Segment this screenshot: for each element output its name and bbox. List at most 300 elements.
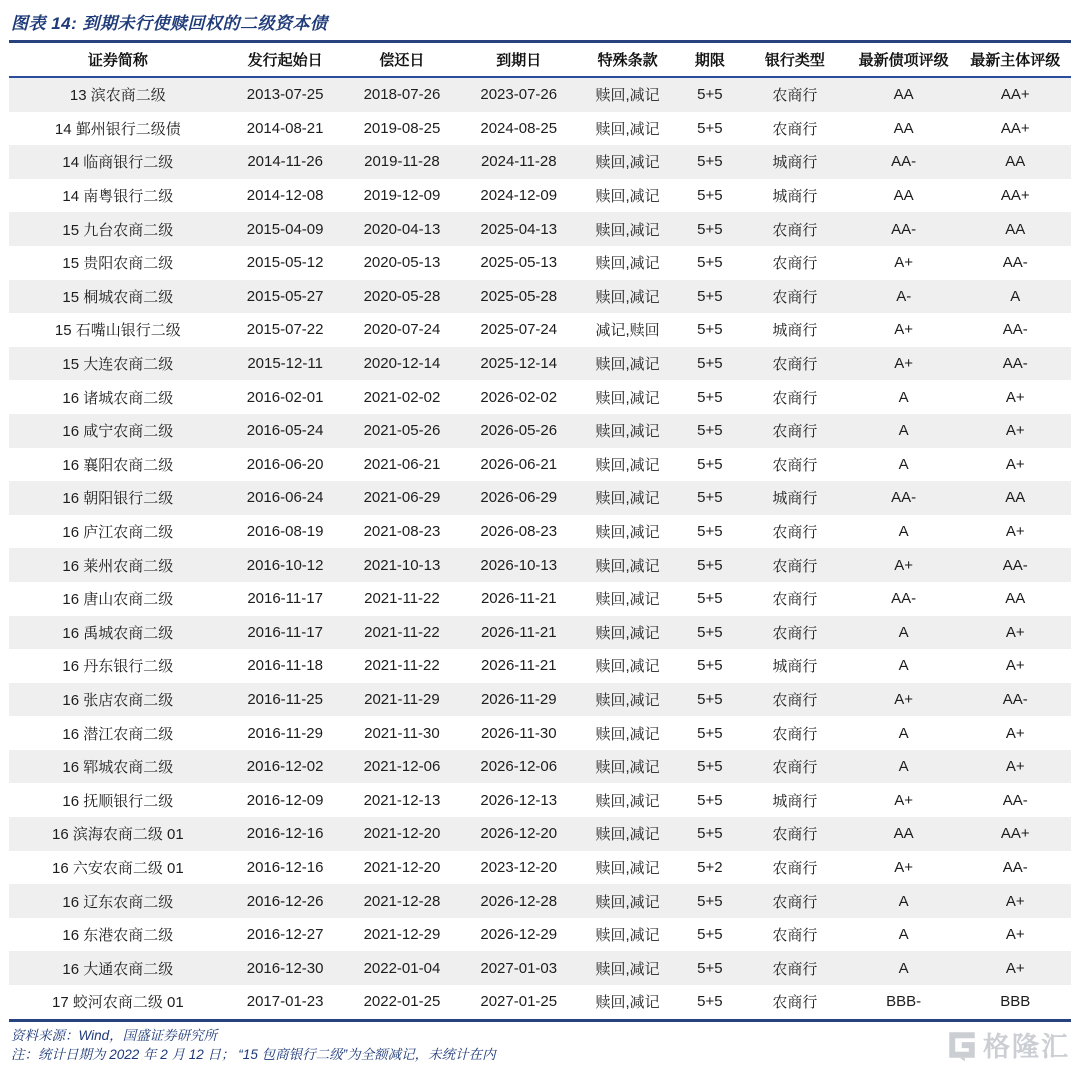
bond-rating-cell: A+ [894,791,914,809]
maturity-date-cell: 2026-11-30 [480,724,557,742]
issue-date-cell: 2015-05-12 [246,254,324,272]
issuer-rating-cell: A+ [1005,657,1025,675]
term-cell: 5+5 [697,523,723,541]
repay-date-cell: 2019-11-28 [364,153,440,171]
special-terms-cell: 赎回,减记 [595,120,660,138]
special-terms-cell: 赎回,减记 [595,255,660,273]
bond-rating-cell: A+ [894,858,914,876]
bank-type-cell: 农商行 [772,87,818,105]
issue-date-cell: 2016-12-27 [246,926,324,944]
issuer-rating-cell: A [1010,287,1021,305]
special-terms-cell: 赎回,减记 [595,826,660,844]
bond-name-cell: 14 临商银行二级 [62,154,174,172]
table-row [9,951,1071,985]
maturity-date-cell: 2026-12-28 [480,892,558,910]
term-cell: 5+5 [697,187,723,205]
table-row [9,280,1071,314]
maturity-date-cell: 2025-04-13 [480,220,558,238]
repay-date-cell: 2021-12-29 [363,926,441,944]
bond-rating-cell: A [898,657,909,675]
bank-type-cell: 农商行 [772,960,818,978]
bond-rating-cell: BBB- [886,993,922,1011]
repay-date-cell: 2021-12-20 [363,858,441,876]
maturity-date-cell: 2025-12-14 [480,355,558,373]
bond-name-cell: 16 滨海农商二级 01 [52,826,184,844]
bond-rating-cell: A+ [894,321,914,339]
bank-type-cell: 农商行 [772,255,818,273]
bond-rating-cell: A [898,926,909,944]
bond-name-cell: 16 丹东银行二级 [62,658,174,676]
issue-date-cell: 2016-02-01 [246,388,324,406]
maturity-date-cell: 2026-10-13 [480,556,558,574]
repay-date-cell: 2021-12-20 [363,825,441,843]
term-cell: 5+5 [697,993,723,1011]
special-terms-cell: 赎回,减记 [595,927,660,945]
table-row [9,347,1071,381]
table-row [9,212,1071,246]
column-header-maturity-date: 到期日 [460,42,577,78]
bond-rating-cell: AA [893,119,914,137]
bank-type-cell: 农商行 [772,557,818,575]
term-cell: 5+5 [697,254,723,272]
term-cell: 5+5 [697,422,723,440]
issue-date-cell: 2015-05-27 [246,287,324,305]
issue-date-cell: 2016-11-29 [247,724,323,742]
special-terms-cell: 赎回,减记 [595,960,660,978]
bond-name-cell: 16 唐山农商二级 [62,591,174,609]
bank-type-cell: 农商行 [772,120,818,138]
issue-date-cell: 2014-12-08 [246,187,324,205]
repay-date-cell: 2021-02-02 [363,388,441,406]
issuer-rating-cell: AA+ [1000,86,1030,104]
issuer-rating-cell: AA- [1002,858,1028,876]
issue-date-cell: 2016-05-24 [246,422,324,440]
bond-name-cell: 15 石嘴山银行二级 [54,322,181,340]
term-cell: 5+5 [697,825,723,843]
special-terms-cell: 赎回,减记 [595,188,660,206]
term-cell: 5+5 [697,758,723,776]
maturity-date-cell: 2024-11-28 [480,153,557,171]
maturity-date-cell: 2027-01-03 [480,959,558,977]
table-row [9,179,1071,213]
issuer-rating-cell: A+ [1005,388,1025,406]
table-row [9,750,1071,784]
term-cell: 5+5 [697,388,723,406]
issue-date-cell: 2015-12-11 [247,355,323,373]
maturity-date-cell: 2026-11-29 [480,690,557,708]
issue-date-cell: 2016-06-24 [246,489,324,507]
bond-name-cell: 16 张店农商二级 [62,691,174,709]
gelonghui-logo [945,1025,1070,1064]
figure-title: 图表 14: 到期未行使赎回权的二级资本债 [11,14,328,33]
bond-name-cell: 16 诸城农商二级 [62,389,174,407]
repay-date-cell: 2020-07-24 [363,321,441,339]
term-cell: 5+5 [697,153,723,171]
table-row [9,414,1071,448]
column-header-issuer-rating: 最新主体评级 [959,42,1071,78]
source-note: 资料来源：Wind，国盛证券研究所 [11,1027,218,1043]
issuer-rating-cell: A+ [1005,926,1025,944]
bond-name-cell: 17 蛟河农商二级 01 [52,994,184,1012]
repay-date-cell: 2021-12-13 [363,791,441,809]
table-row [9,246,1071,280]
bond-name-cell: 16 朝阳银行二级 [62,490,174,508]
repay-date-cell: 2021-06-21 [363,455,441,473]
repay-date-cell: 2021-11-22 [364,623,440,641]
bond-name-cell: 16 辽东农商二级 [62,893,174,911]
term-cell: 5+5 [697,791,723,809]
special-terms-cell: 赎回,减记 [595,557,660,575]
table-row [9,985,1071,1020]
maturity-date-cell: 2026-11-21 [480,657,557,675]
bond-rating-cell: A [898,623,909,641]
bank-type-cell: 农商行 [772,927,818,945]
bank-type-cell: 农商行 [772,524,818,542]
bank-type-cell: 农商行 [772,389,818,407]
table-row [9,380,1071,414]
term-cell: 5+5 [697,119,723,137]
issue-date-cell: 2016-12-16 [246,858,324,876]
term-cell: 5+5 [697,287,723,305]
bond-rating-cell: AA- [891,489,917,507]
bank-type-cell: 农商行 [772,456,818,474]
special-terms-cell: 赎回,减记 [595,356,660,374]
issuer-rating-cell: A+ [1005,724,1025,742]
bank-type-cell: 城商行 [772,322,818,340]
term-cell: 5+2 [697,858,723,876]
table-row [9,683,1071,717]
table-header [9,42,1071,78]
repay-date-cell: 2020-12-14 [363,355,441,373]
repay-date-cell: 2021-11-22 [364,590,440,608]
maturity-date-cell: 2024-08-25 [480,119,558,137]
gelonghui-g-icon [945,1028,979,1062]
bond-name-cell: 16 咸宁农商二级 [62,423,174,441]
maturity-date-cell: 2026-06-21 [480,455,558,473]
bank-type-cell: 农商行 [772,624,818,642]
special-terms-cell: 赎回,减记 [595,87,660,105]
column-header-repay-date: 偿还日 [344,42,461,78]
issuer-rating-cell: AA [1005,220,1026,238]
special-terms-cell: 赎回,减记 [595,288,660,306]
term-cell: 5+5 [697,220,723,238]
repay-date-cell: 2021-11-30 [364,724,440,742]
bond-table [9,40,1071,1022]
bank-type-cell: 农商行 [772,893,818,911]
issuer-rating-cell: A+ [1005,758,1025,776]
bank-type-cell: 农商行 [772,826,818,844]
issuer-rating-cell: AA [1005,153,1026,171]
table-row [9,918,1071,952]
special-terms-cell: 赎回,减记 [595,490,660,508]
bank-type-cell: 城商行 [772,792,818,810]
repay-date-cell: 2019-12-09 [363,187,441,205]
bond-rating-cell: A [898,455,909,473]
term-cell: 5+5 [697,489,723,507]
special-terms-cell: 赎回,减记 [595,725,660,743]
bank-type-cell: 农商行 [772,725,818,743]
maturity-date-cell: 2024-12-09 [480,187,558,205]
bank-type-cell: 城商行 [772,490,818,508]
term-cell: 5+5 [697,590,723,608]
issue-date-cell: 2015-04-09 [246,220,324,238]
term-cell: 5+5 [697,355,723,373]
bond-rating-cell: A [898,758,909,776]
issuer-rating-cell: AA- [1002,254,1028,272]
table-row [9,851,1071,885]
bond-rating-cell: A+ [894,355,914,373]
issuer-rating-cell: AA- [1002,690,1028,708]
maturity-date-cell: 2026-05-26 [480,422,558,440]
bond-name-cell: 16 抚顺银行二级 [62,792,174,810]
repay-date-cell: 2020-04-13 [363,220,441,238]
table-row [9,548,1071,582]
table-row [9,616,1071,650]
maturity-date-cell: 2026-08-23 [480,523,558,541]
bond-name-cell: 16 郓城农商二级 [62,759,174,777]
bank-type-cell: 农商行 [772,691,818,709]
special-terms-cell: 赎回,减记 [595,759,660,777]
special-terms-cell: 赎回,减记 [595,624,660,642]
special-terms-cell: 减记,赎回 [595,322,660,340]
repay-date-cell: 2021-11-29 [364,690,440,708]
bank-type-cell: 农商行 [772,591,818,609]
issue-date-cell: 2013-07-25 [246,86,324,104]
table-header-row [9,42,1071,78]
bank-type-cell: 城商行 [772,154,818,172]
maturity-date-cell: 2026-02-02 [480,388,558,406]
issue-date-cell: 2016-12-26 [246,892,324,910]
repay-date-cell: 2021-06-29 [363,489,441,507]
issue-date-cell: 2016-11-18 [247,657,323,675]
issue-date-cell: 2016-11-25 [247,690,323,708]
bond-name-cell: 15 桐城农商二级 [62,288,174,306]
term-cell: 5+5 [697,556,723,574]
maturity-date-cell: 2025-05-28 [480,287,558,305]
issuer-rating-cell: AA [1005,590,1026,608]
issuer-rating-cell: AA+ [1000,119,1030,137]
bond-name-cell: 16 襄阳农商二级 [62,456,174,474]
bond-rating-cell: A- [896,287,912,305]
issue-date-cell: 2016-06-20 [246,455,324,473]
issuer-rating-cell: AA- [1002,791,1028,809]
issuer-rating-cell: AA+ [1000,825,1030,843]
issuer-rating-cell: AA [1005,489,1026,507]
special-terms-cell: 赎回,减记 [595,893,660,911]
special-terms-cell: 赎回,减记 [595,221,660,239]
bond-name-cell: 16 大通农商二级 [62,960,174,978]
repay-date-cell: 2022-01-25 [363,993,441,1011]
issuer-rating-cell: AA- [1002,321,1028,339]
issue-date-cell: 2016-11-17 [247,590,323,608]
table-row [9,481,1071,515]
term-cell: 5+5 [697,959,723,977]
bond-rating-cell: A [898,523,909,541]
special-terms-cell: 赎回,减记 [595,658,660,676]
term-cell: 5+5 [697,724,723,742]
maturity-date-cell: 2025-07-24 [480,321,558,339]
bond-rating-cell: A [898,959,909,977]
maturity-date-cell: 2025-05-13 [480,254,558,272]
table-row [9,112,1071,146]
table-row [9,515,1071,549]
bond-rating-cell: A+ [894,254,914,272]
maturity-date-cell: 2026-11-21 [480,590,557,608]
gelonghui-logo-text: 格隆汇 [983,1032,1070,1062]
special-terms-cell: 赎回,减记 [595,859,660,877]
term-cell: 5+5 [697,86,723,104]
bond-name-cell: 15 贵阳农商二级 [62,255,174,273]
issue-date-cell: 2016-12-16 [246,825,324,843]
issuer-rating-cell: A+ [1005,959,1025,977]
bond-rating-cell: AA [893,825,914,843]
issuer-rating-cell: A+ [1005,523,1025,541]
bond-name-cell: 16 禹城农商二级 [62,624,174,642]
column-header-bond-rating: 最新债项评级 [848,42,960,78]
bank-type-cell: 农商行 [772,759,818,777]
issuer-rating-cell: AA+ [1000,187,1030,205]
bond-rating-cell: A [898,724,909,742]
maturity-date-cell: 2026-11-21 [480,623,557,641]
special-terms-cell: 赎回,减记 [595,154,660,172]
bond-rating-cell: A [898,422,909,440]
column-header-bond-name: 证券简称 [9,42,227,78]
table-row [9,313,1071,347]
bank-type-cell: 城商行 [772,658,818,676]
issue-date-cell: 2016-12-09 [246,791,324,809]
term-cell: 5+5 [697,926,723,944]
maturity-date-cell: 2026-12-06 [480,758,558,776]
bond-name-cell: 13 滨农商二级 [69,87,166,105]
issue-date-cell: 2017-01-23 [246,993,324,1011]
bond-name-cell: 16 庐江农商二级 [62,524,174,542]
table-row [9,716,1071,750]
table-row [9,582,1071,616]
bond-rating-cell: AA- [891,153,917,171]
issue-date-cell: 2014-11-26 [247,153,323,171]
maturity-date-cell: 2023-12-20 [480,858,558,876]
bank-type-cell: 农商行 [772,423,818,441]
bond-rating-cell: A [898,388,909,406]
table-row [9,77,1071,112]
issue-date-cell: 2014-08-21 [246,119,324,137]
special-terms-cell: 赎回,减记 [595,423,660,441]
repay-date-cell: 2021-08-23 [363,523,441,541]
special-terms-cell: 赎回,减记 [595,591,660,609]
column-header-issue-date: 发行起始日 [227,42,344,78]
bank-type-cell: 农商行 [772,859,818,877]
maturity-date-cell: 2026-12-29 [480,926,558,944]
repay-date-cell: 2021-11-22 [364,657,440,675]
bond-rating-cell: A+ [894,556,914,574]
issue-date-cell: 2015-07-22 [246,321,324,339]
special-terms-cell: 赎回,减记 [595,691,660,709]
bank-type-cell: 农商行 [772,994,818,1012]
term-cell: 5+5 [697,892,723,910]
issuer-rating-cell: A+ [1005,623,1025,641]
repay-date-cell: 2021-12-28 [363,892,441,910]
repay-date-cell: 2021-12-06 [363,758,441,776]
table-row [9,817,1071,851]
repay-date-cell: 2018-07-26 [363,86,441,104]
bond-name-cell: 16 莱州农商二级 [62,557,174,575]
issuer-rating-cell: BBB [1000,993,1031,1011]
bond-name-cell: 16 六安农商二级 01 [52,859,184,877]
figure-footer [9,1022,1071,1064]
column-header-special-terms: 特殊条款 [577,42,678,78]
maturity-date-cell: 2023-07-26 [480,86,558,104]
term-cell: 5+5 [697,657,723,675]
issuer-rating-cell: AA- [1002,556,1028,574]
bond-rating-cell: AA- [891,220,917,238]
issue-date-cell: 2016-08-19 [246,523,324,541]
issuer-rating-cell: A+ [1005,455,1025,473]
issuer-rating-cell: A+ [1005,892,1025,910]
bond-rating-cell: AA [893,187,914,205]
table-body [9,77,1071,1020]
issue-date-cell: 2016-10-12 [246,556,324,574]
bond-name-cell: 14 南粤银行二级 [62,188,174,206]
special-terms-cell: 赎回,减记 [595,389,660,407]
issuer-rating-cell: AA- [1002,355,1028,373]
statistics-note: 注：统计日期为 2022 年 2 月 12 日； “15 包商银行二级”为全额减记，未统计在内 [11,1046,496,1062]
bond-rating-cell: A [898,892,909,910]
bond-name-cell: 14 鄞州银行二级债 [54,120,181,138]
special-terms-cell: 赎回,减记 [595,792,660,810]
bank-type-cell: 农商行 [772,356,818,374]
maturity-date-cell: 2026-12-20 [480,825,558,843]
bond-name-cell: 15 九台农商二级 [62,221,174,239]
term-cell: 5+5 [697,321,723,339]
repay-date-cell: 2019-08-25 [363,119,441,137]
bank-type-cell: 农商行 [772,288,818,306]
repay-date-cell: 2020-05-13 [363,254,441,272]
term-cell: 5+5 [697,623,723,641]
issue-date-cell: 2016-12-30 [246,959,324,977]
bond-name-cell: 16 东港农商二级 [62,927,174,945]
special-terms-cell: 赎回,减记 [595,994,660,1012]
bond-rating-cell: A+ [894,690,914,708]
table-row [9,145,1071,179]
issuer-rating-cell: A+ [1005,422,1025,440]
bond-rating-cell: AA- [891,590,917,608]
bond-rating-cell: AA [893,86,914,104]
maturity-date-cell: 2026-12-13 [480,791,558,809]
bond-name-cell: 15 大连农商二级 [62,356,174,374]
repay-date-cell: 2022-01-04 [363,959,441,977]
table-row [9,783,1071,817]
term-cell: 5+5 [697,690,723,708]
column-header-bank-type: 银行类型 [742,42,848,78]
table-row [9,448,1071,482]
bond-name-cell: 16 潜江农商二级 [62,725,174,743]
special-terms-cell: 赎回,减记 [595,456,660,474]
repay-date-cell: 2021-10-13 [363,556,441,574]
special-terms-cell: 赎回,减记 [595,524,660,542]
repay-date-cell: 2020-05-28 [363,287,441,305]
bank-type-cell: 城商行 [772,188,818,206]
maturity-date-cell: 2027-01-25 [480,993,558,1011]
issue-date-cell: 2016-11-17 [247,623,323,641]
issue-date-cell: 2016-12-02 [246,758,324,776]
table-row [9,884,1071,918]
bank-type-cell: 农商行 [772,221,818,239]
term-cell: 5+5 [697,455,723,473]
maturity-date-cell: 2026-06-29 [480,489,558,507]
column-header-term: 期限 [678,42,742,78]
table-row [9,649,1071,683]
repay-date-cell: 2021-05-26 [363,422,441,440]
